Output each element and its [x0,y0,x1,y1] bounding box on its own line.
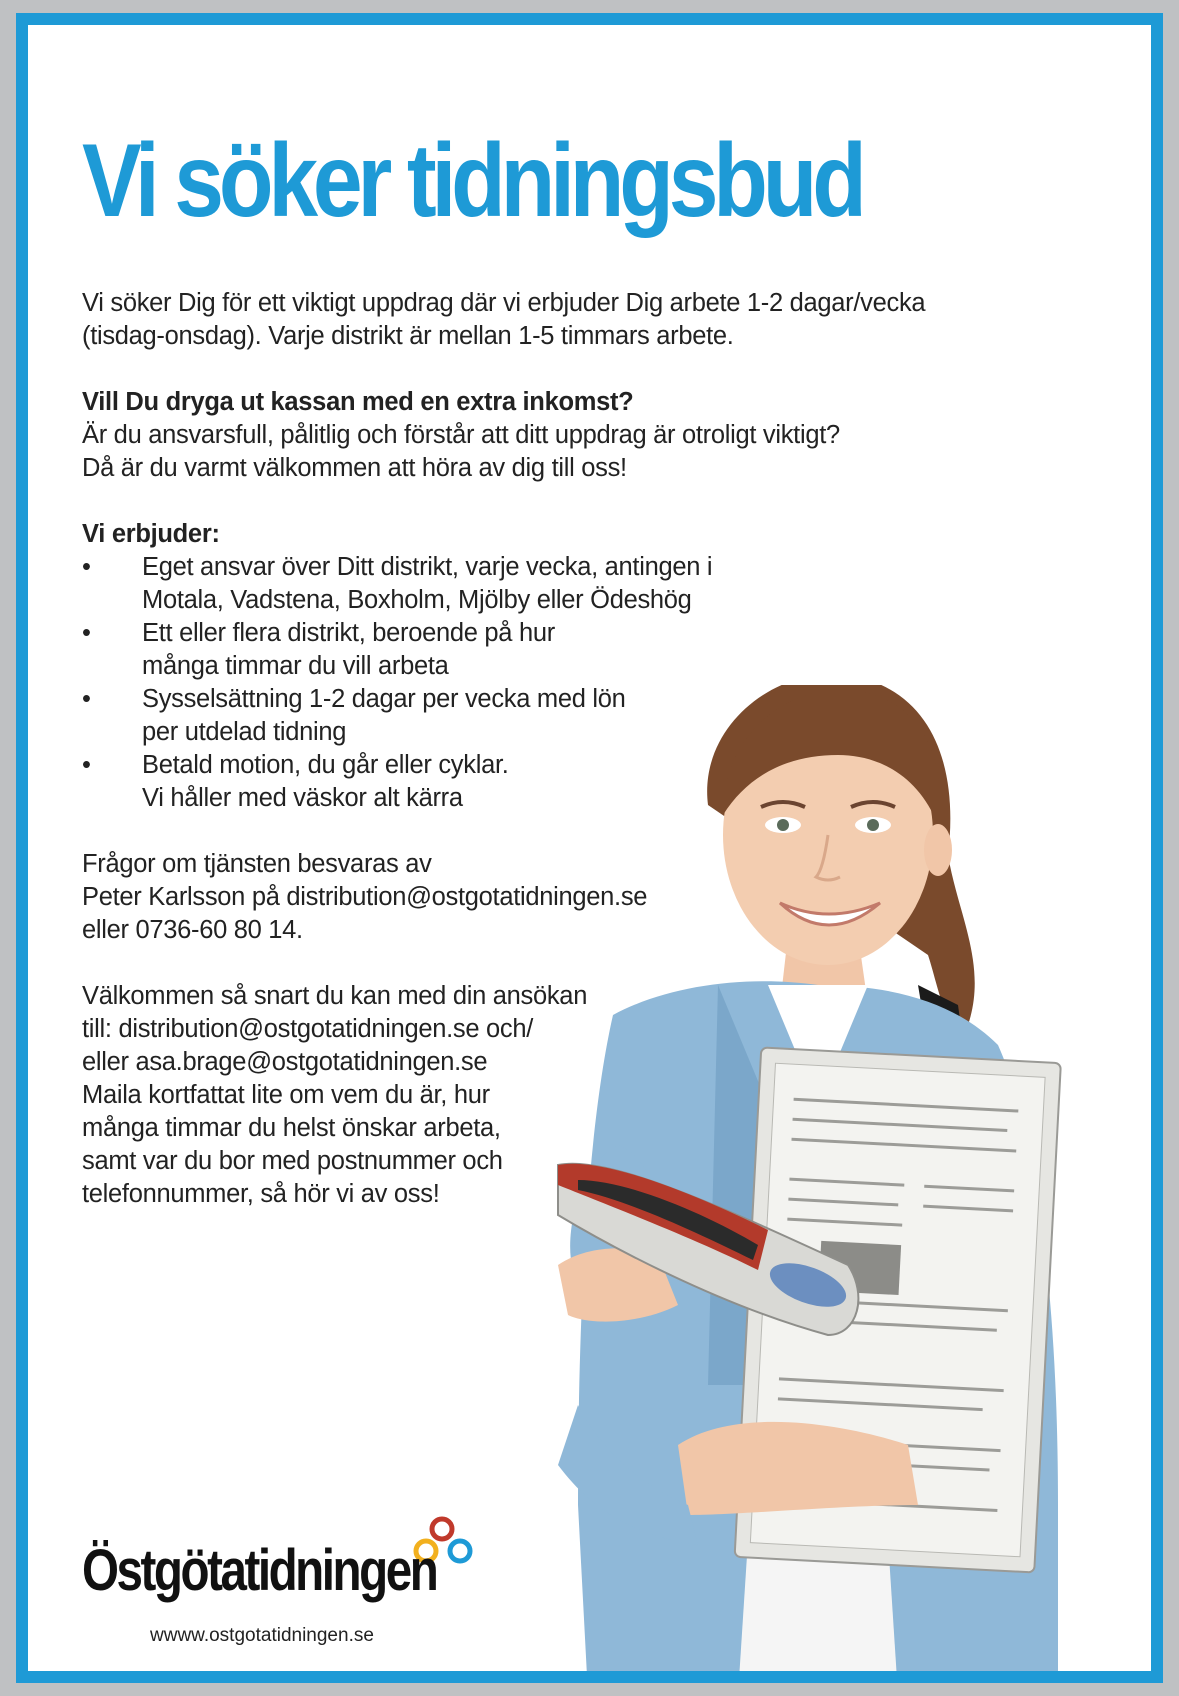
offer-line: Betald motion, du går eller cyklar. [142,751,509,779]
bullet-icon: • [82,619,91,647]
offer-line: Vi håller med väskor alt kärra [142,784,463,812]
intro-line: Vi söker Dig för ett viktigt uppdrag där vi erbjuder Dig arbete 1-2 dagar/vecka [82,289,926,317]
offer-line: Sysselsättning 1-2 dagar per vecka med lön [142,685,626,713]
intro-line: (tisdag-onsdag). Varje distrikt är mellan 1-5 timmars arbete. [82,322,734,350]
apply-line: Välkommen så snart du kan med din ansökan [82,982,588,1010]
apply-line: många timmar du helst önskar arbeta, [82,1114,501,1142]
apply-line: telefonnummer, så hör vi av oss! [82,1180,440,1208]
apply-line: Maila kortfattat lite om vem du är, hur [82,1081,490,1109]
bullet-icon: • [82,553,91,581]
contact-line: Frågor om tjänsten besvaras av [82,850,432,878]
offer-item [82,551,782,617]
question-heading: Vill Du dryga ut kassan med en extra inkomst? [82,388,634,416]
logo-url: wwww.ostgotatidningen.se [150,1625,374,1646]
contact-line: eller 0736-60 80 14. [82,916,303,944]
poster [16,13,1163,1683]
offer-line: Motala, Vadstena, Boxholm, Mjölby eller Ödeshög [142,586,692,614]
newspaper-carrier-photo [518,685,1163,1683]
apply-line: eller asa.brage@ostgotatidningen.se [82,1048,488,1076]
logo-wordmark: Östgötatidningen [82,1538,437,1603]
apply-line: till: distribution@ostgotatidningen.se och/ [82,1015,534,1043]
contact-line: Peter Karlsson på distribution@ostgotatidningen.se [82,883,648,911]
bullet-icon: • [82,685,91,713]
offers-heading: Vi erbjuder: [82,520,220,548]
headline: Vi söker tidningsbud [82,123,862,239]
apply-line: samt var du bor med postnummer och [82,1147,503,1175]
brand-logo [82,1515,502,1655]
offer-line: per utdelad tidning [142,718,347,746]
bullet-icon: • [82,751,91,779]
offer-line: Eget ansvar över Ditt distrikt, varje vecka, antingen i [142,553,713,581]
question-line: Är du ansvarsfull, pålitlig och förstår att ditt uppdrag är otroligt viktigt? [82,421,840,449]
offer-item [82,617,782,683]
question-line: Då är du varmt välkommen att höra av dig till oss! [82,454,627,482]
offer-line: Ett eller flera distrikt, beroende på hur [142,619,555,647]
offer-line: många timmar du vill arbeta [142,652,449,680]
